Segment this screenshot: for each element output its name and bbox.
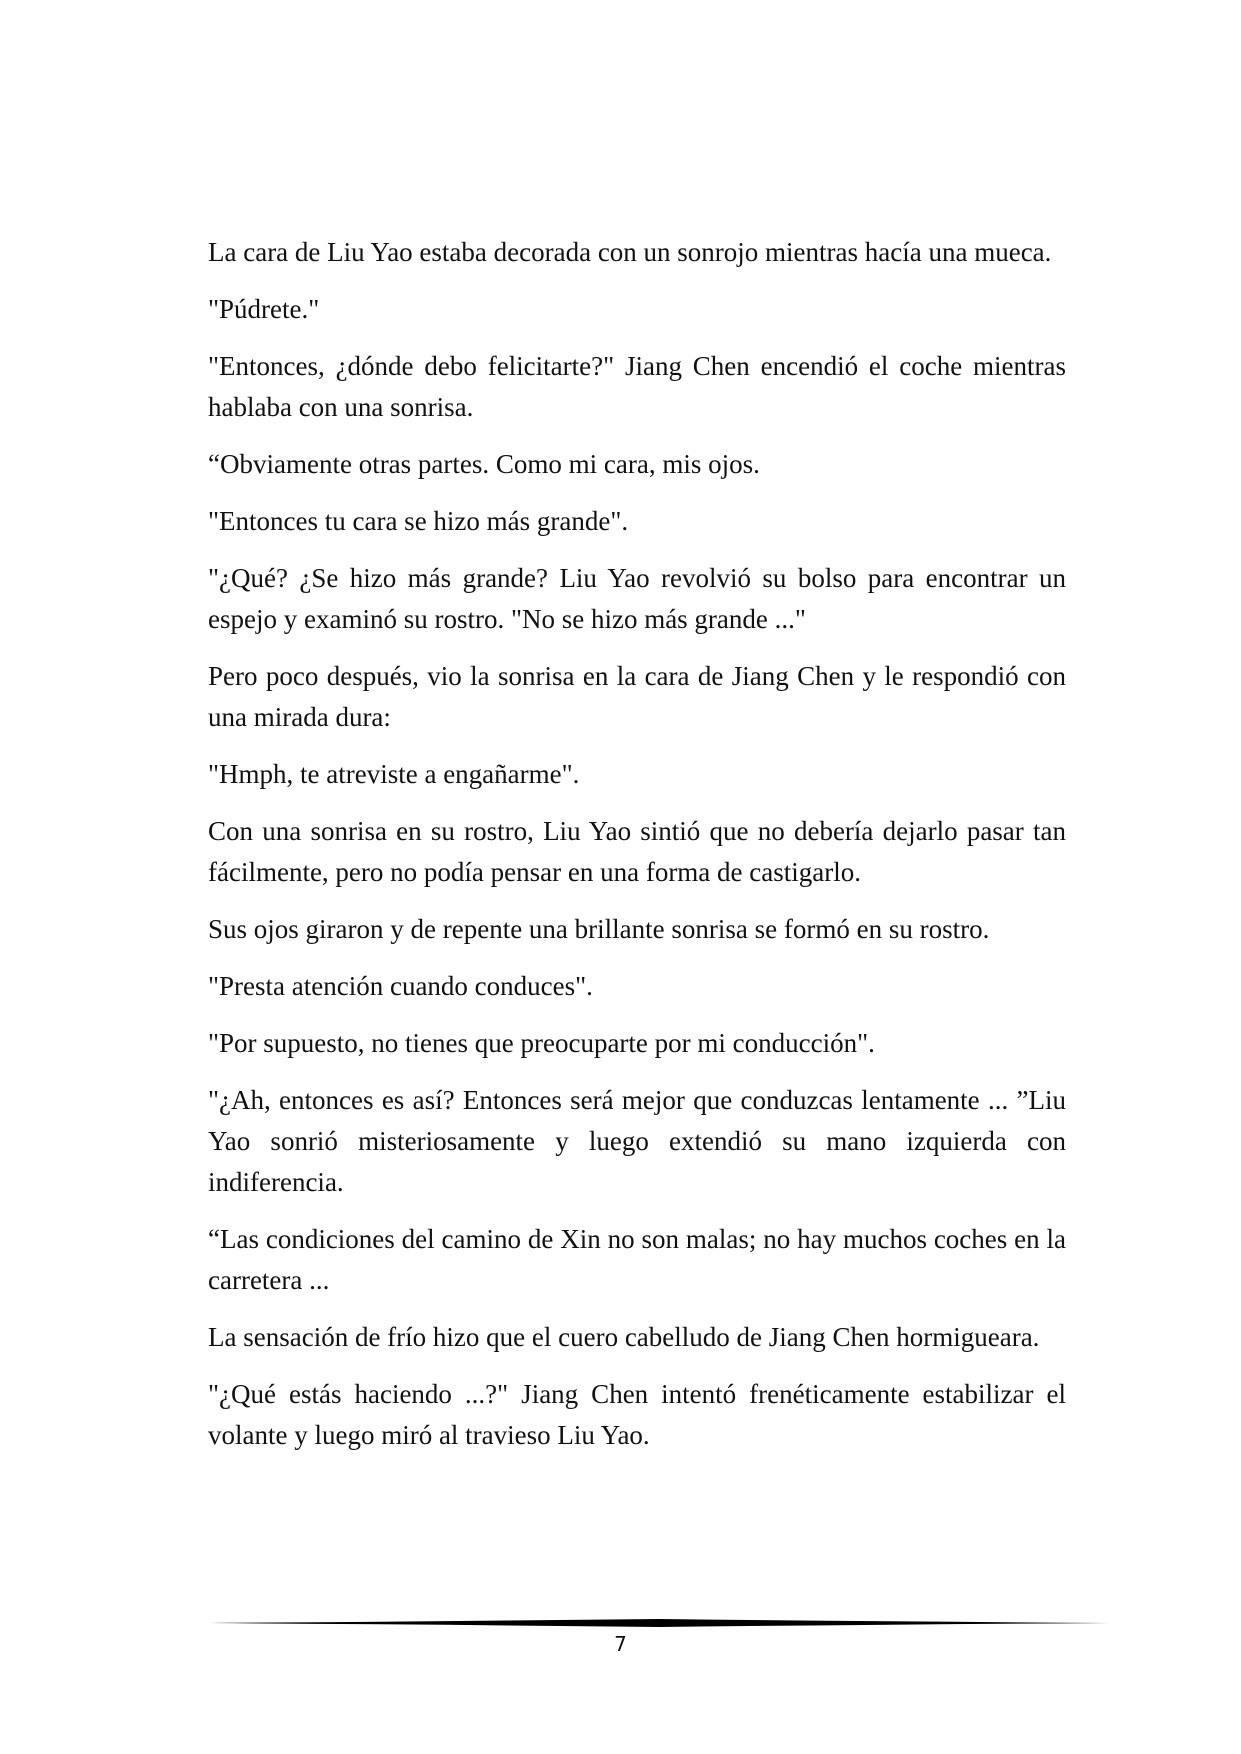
footer-divider (208, 1616, 1110, 1630)
paragraph-7: Pero poco después, vio la sonrisa en la cara de Jiang Chen y le respondió con una mirada dura: (208, 661, 1066, 732)
paragraph-8: "Hmph, te atreviste a engañarme". (208, 759, 580, 789)
text-body (208, 232, 1066, 1472)
paragraph-11: "Presta atención cuando conduces". (208, 971, 593, 1001)
page-number: 7 (614, 1632, 627, 1656)
paragraph-15: La sensación de frío hizo que el cuero cabelludo de Jiang Chen hormigueara. (208, 1322, 1040, 1352)
paragraph-16: "¿Qué estás haciendo ...?" Jiang Chen intentó frenéticamente estabilizar el volante y luego miró al travieso Liu Yao. (208, 1379, 1066, 1450)
paragraph-13: "¿Ah, entonces es así? Entonces será mejor que conduzcas lentamente ... ”Liu Yao sonrió misteriosamente y luego extendió su mano izquierda con indiferencia. (208, 1085, 1066, 1197)
paragraph-10: Sus ojos giraron y de repente una brillante sonrisa se formó en su rostro. (208, 914, 990, 944)
paragraph-14: “Las condiciones del camino de Xin no son malas; no hay muchos coches en la carretera ... (208, 1224, 1066, 1295)
paragraph-4: “Obviamente otras partes. Como mi cara, mis ojos. (208, 449, 760, 479)
paragraph-9: Con una sonrisa en su rostro, Liu Yao sintió que no debería dejarlo pasar tan fácilmente, pero no podía pensar en una forma de castigarlo. (208, 816, 1066, 887)
paragraph-5: "Entonces tu cara se hizo más grande". (208, 506, 629, 536)
paragraph-6: "¿Qué? ¿Se hizo más grande? Liu Yao revolvió su bolso para encontrar un espejo y examinó su rostro. "No se hizo más grande ..." (208, 563, 1066, 634)
paragraph-2: "Púdrete." (208, 294, 320, 324)
footer-divider-swoosh (208, 1619, 1110, 1627)
paragraph-3: "Entonces, ¿dónde debo felicitarte?" Jiang Chen encendió el coche mientras hablaba con una sonrisa. (208, 351, 1066, 422)
paragraph-1: La cara de Liu Yao estaba decorada con un sonrojo mientras hacía una mueca. (208, 237, 1052, 267)
paragraph-12: "Por supuesto, no tienes que preocuparte por mi conducción". (208, 1028, 875, 1058)
